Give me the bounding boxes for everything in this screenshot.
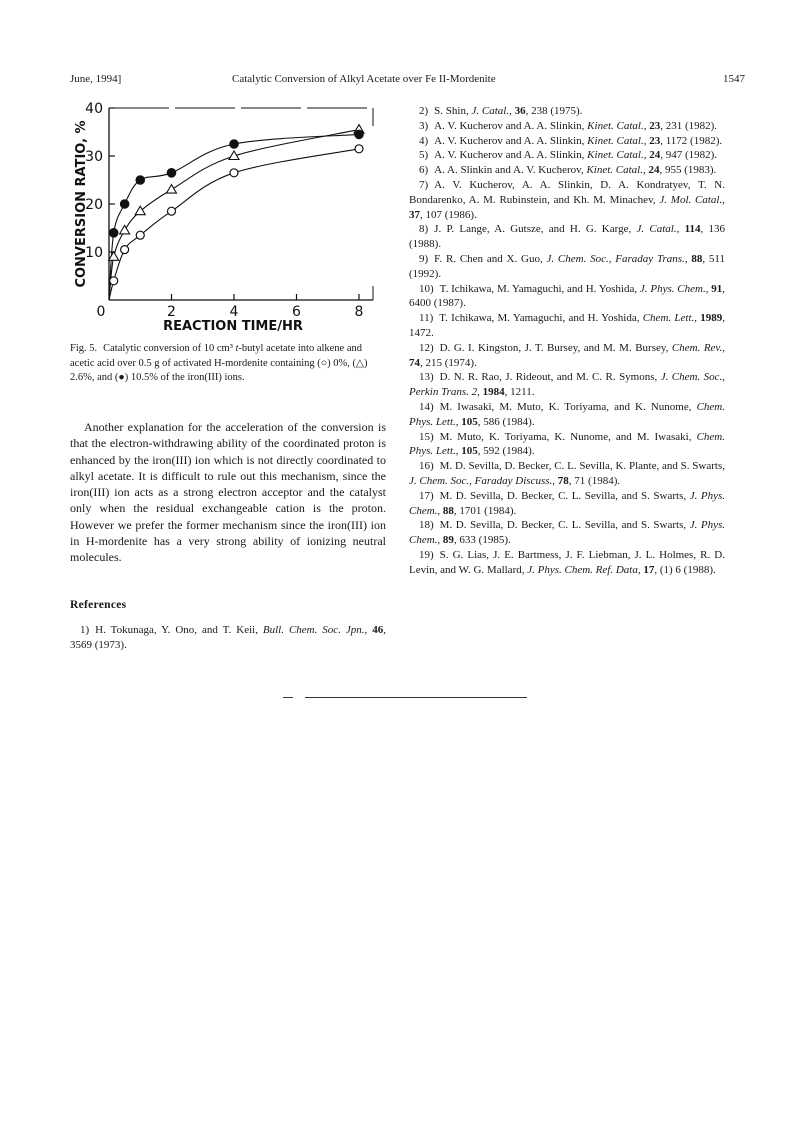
reference-vol: 23 xyxy=(649,119,661,132)
reference-n: 1) xyxy=(80,624,90,636)
reference-item xyxy=(409,400,725,430)
reference-sep: , xyxy=(676,223,685,236)
reference-journal: Chem. Phys. Lett. xyxy=(409,430,725,458)
data-point-filled-circle xyxy=(120,200,129,209)
reference-journal: Kinet. Catal. xyxy=(587,119,644,132)
reference-authors: A. V. Kucherov and A. A. Slinkin, xyxy=(434,134,588,147)
caption-text-2: -butyl acetate into alkene and acetic acid over 0.5 g of activated H-mordenite containing (○) 0%, (△) 2.6%, and (●) 10.5% of the iron(III) ions. xyxy=(70,343,368,383)
reference-item xyxy=(409,178,725,222)
x-tick-label: 2 xyxy=(167,304,176,320)
reference-n: 17) xyxy=(419,489,434,502)
reference-sep: , xyxy=(455,415,462,428)
reference-vol: 23 xyxy=(649,134,661,147)
data-point-filled-circle xyxy=(109,229,118,238)
caption-text-1: Catalytic conversion of 10 cm³ xyxy=(103,343,236,354)
reference-sep: , xyxy=(437,534,443,547)
reference-sep: , xyxy=(643,149,650,162)
reference-vol: 88 xyxy=(691,252,703,265)
reference-authors: A. A. Slinkin and A. V. Kucherov, xyxy=(434,164,587,177)
data-point-open-triangle xyxy=(167,185,177,194)
footer-dash xyxy=(283,697,293,698)
reference-authors: T. Ichikawa, M. Yamaguchi, and H. Yoshida, xyxy=(439,312,643,325)
reference-sep: , xyxy=(722,193,725,206)
reference-journal: J. Catal. xyxy=(471,105,510,117)
reference-vol: 24 xyxy=(648,164,660,177)
reference-item xyxy=(409,430,725,460)
reference-journal: J. Mol. Catal. xyxy=(659,193,723,206)
reference-sep: , xyxy=(437,504,443,517)
x-tick-label: 4 xyxy=(229,304,239,320)
reference-n: 4) xyxy=(419,134,429,147)
reference-rest: , 107 (1986). xyxy=(420,208,477,221)
reference-vol: 1984 xyxy=(482,386,505,399)
reference-journal: J. Chem. Soc., Faraday Discuss. xyxy=(409,474,553,487)
reference-authors: S. Shin, xyxy=(434,105,472,117)
reference-rest: , 71 (1984). xyxy=(568,474,621,487)
reference-journal: Chem. Phys. Lett. xyxy=(409,400,725,428)
reference-rest: , 1172 (1982). xyxy=(660,134,723,147)
data-point-filled-circle xyxy=(230,140,239,149)
references-list-right xyxy=(409,104,725,578)
reference-authors: T. Ichikawa, M. Yamaguchi, and H. Yoshida, xyxy=(439,282,640,295)
reference-vol: 89 xyxy=(442,534,454,547)
y-tick-label: 40 xyxy=(85,101,103,117)
reference-item xyxy=(409,282,725,312)
reference-journal: Bull. Chem. Soc. Jpn. xyxy=(262,624,365,636)
x-tick-label: 0 xyxy=(96,304,106,320)
reference-authors: A. V. Kucherov and A. A. Slinkin, xyxy=(434,119,588,132)
reference-item xyxy=(409,252,725,282)
reference-sep: , xyxy=(509,105,515,117)
running-header-left: June, 1994] xyxy=(70,73,122,85)
reference-authors: D. N. R. Rao, J. Rideout, and M. C. R. Symons, xyxy=(439,371,661,384)
reference-vol: 24 xyxy=(649,149,661,162)
x-axis-label: REACTION TIME/HR xyxy=(163,319,303,334)
reference-sep: , xyxy=(705,282,712,295)
reference-n: 18) xyxy=(419,519,434,532)
data-point-open-circle xyxy=(110,277,118,285)
reference-n: 15) xyxy=(419,430,434,443)
reference-rest: , 586 (1984). xyxy=(477,415,535,428)
reference-item xyxy=(409,148,725,163)
reference-rest: , 3569 (1973). xyxy=(70,624,386,651)
reference-item xyxy=(409,311,725,341)
data-point-open-triangle xyxy=(135,206,145,215)
reference-n: 5) xyxy=(419,149,429,162)
reference-journal: Chem. Rev. xyxy=(671,341,723,354)
reference-vol: 46 xyxy=(372,624,384,636)
reference-authors: F. R. Chen and X. Guo, xyxy=(434,252,547,265)
reference-item xyxy=(409,489,725,519)
reference-journal: J. Chem. Soc., Perkin Trans. 2 xyxy=(409,371,725,399)
reference-journal: J. Phys. Chem. Ref. Data xyxy=(527,563,638,576)
reference-rest: , 633 (1985). xyxy=(453,534,511,547)
x-tick-label: 6 xyxy=(292,304,301,320)
reference-n: 16) xyxy=(419,460,434,473)
reference-vol: 78 xyxy=(557,474,569,487)
reference-n: 3) xyxy=(419,119,429,132)
reference-rest: , 1701 (1984). xyxy=(453,504,517,517)
reference-rest: , 136 (1988). xyxy=(409,223,725,251)
reference-authors: M. D. Sevilla, D. Becker, C. L. Sevilla, and S. Swarts, xyxy=(439,519,690,532)
reference-sep: , xyxy=(722,341,725,354)
reference-n: 12) xyxy=(419,341,434,354)
references-heading: References xyxy=(70,599,127,611)
reference-authors: M. D. Sevilla, D. Becker, C. L. Sevilla, K. Plante, and S. Swarts, xyxy=(439,460,725,473)
data-point-open-triangle xyxy=(109,252,119,260)
reference-vol: 105 xyxy=(461,415,478,428)
reference-sep: , xyxy=(643,134,650,147)
reference-authors: H. Tokunaga, Y. Ono, and T. Keii, xyxy=(95,624,263,636)
reference-rest: , 511 (1992). xyxy=(409,252,725,280)
reference-journal: J. Phys. Chem. xyxy=(409,519,726,547)
reference-n: 19) xyxy=(419,548,434,561)
reference-sep: , xyxy=(637,563,644,576)
reference-item xyxy=(409,104,725,119)
y-tick-label: 20 xyxy=(85,197,103,213)
footer-rule xyxy=(305,697,527,698)
data-point-open-circle xyxy=(355,145,363,153)
figure-caption xyxy=(70,342,375,386)
reference-n: 11) xyxy=(419,312,434,325)
reference-n: 6) xyxy=(419,164,429,177)
reference-sep: , xyxy=(364,624,373,636)
reference-item xyxy=(409,222,725,252)
data-point-open-circle xyxy=(230,169,238,177)
reference-item xyxy=(409,163,725,178)
data-point-open-circle xyxy=(121,246,129,254)
data-point-open-circle xyxy=(168,207,176,215)
reference-journal: Kinet. Catal. xyxy=(587,149,644,162)
reference-item xyxy=(409,370,725,400)
data-point-filled-circle xyxy=(136,176,145,185)
reference-authors: M. Iwasaki, M. Muto, K. Toriyama, and K. Nunome, xyxy=(439,400,697,413)
reference-journal: J. Catal. xyxy=(636,223,677,236)
reference-item xyxy=(409,459,725,489)
reference-vol: 37 xyxy=(409,208,420,221)
reference-authors: S. G. Lias, J. E. Bartmess, J. F. Liebman, J. L. Holmes, R. D. Levin, and W. G. Mallard, xyxy=(409,548,725,576)
reference-rest: , (1) 6 (1988). xyxy=(654,563,716,576)
reference-item xyxy=(409,548,725,578)
data-point-filled-circle xyxy=(167,169,176,178)
body-paragraph: Another explanation for the acceleration of the conversion is that the electron-withdrawing ability of the coordinated proton is enhanced by the iron(III) ion which is not directly coordinated to alkyl acetate. It is difficult to rule out this mechanism, since the iron(III) ion acts as a strong electron acceptor and the catalyst only when the residual exchangeable cation is the proton. However we prefer the former mechanism since the iron(III) ion in H-mordenite has a very strong ability of ionizing neutral molecules. xyxy=(70,420,386,565)
reference-item xyxy=(409,341,725,371)
reference-rest: , 231 (1982). xyxy=(660,119,718,132)
reference-sep: , xyxy=(642,164,649,177)
reference-authors: A. V. Kucherov and A. A. Slinkin, xyxy=(434,149,588,162)
running-header-title: Catalytic Conversion of Alkyl Acetate over Fe II-Mordenite xyxy=(232,73,496,85)
reference-journal: Chem. Lett. xyxy=(642,312,695,325)
reference-authors: M. D. Sevilla, D. Becker, C. L. Sevilla, and S. Swarts, xyxy=(439,489,690,502)
y-tick-label: 10 xyxy=(85,245,103,261)
reference-n: 7) xyxy=(419,178,429,191)
reference-n: 13) xyxy=(419,371,434,384)
reference-n: 2) xyxy=(419,105,429,117)
reference-rest: , 955 (1983). xyxy=(659,164,717,177)
reference-rest: , 1472. xyxy=(409,312,726,339)
reference-vol: 17 xyxy=(643,563,655,576)
reference-vol: 91 xyxy=(711,282,723,295)
reference-n: 10) xyxy=(419,282,434,295)
reference-n: 9) xyxy=(419,252,429,265)
reference-sep: , xyxy=(477,386,483,399)
reference-item xyxy=(409,134,725,149)
y-tick-label: 30 xyxy=(85,149,103,165)
reference-rest: , 238 (1975). xyxy=(525,105,583,117)
reference-rest: , 215 (1974). xyxy=(420,356,477,369)
reference-vol: 74 xyxy=(409,356,420,369)
reference-authors: D. G. I. Kingston, J. T. Bursey, and M. M. Bursey, xyxy=(439,341,672,354)
reference-item xyxy=(409,518,725,548)
reference-sep: , xyxy=(684,252,692,265)
caption-italic-t: t xyxy=(235,343,239,354)
conversion-chart xyxy=(66,96,386,341)
data-point-open-circle xyxy=(136,231,144,239)
reference-rest: , 6400 (1987). xyxy=(409,282,725,310)
x-tick-label: 8 xyxy=(354,304,364,320)
reference-vol: 1989 xyxy=(700,312,723,325)
y-axis-label: CONVERSION RATIO, % xyxy=(74,120,89,288)
reference-journal: J. Chem. Soc., Faraday Trans. xyxy=(546,252,685,265)
reference-n: 14) xyxy=(419,400,434,413)
reference-rest: , 947 (1982). xyxy=(660,149,718,162)
reference-rest: , 1211. xyxy=(504,386,535,399)
reference-rest: , 592 (1984). xyxy=(477,445,535,458)
reference-vol: 105 xyxy=(461,445,478,458)
reference-authors: M. Muto, K. Toriyama, K. Nunome, and M. Iwasaki, xyxy=(439,430,697,443)
data-point-filled-circle xyxy=(355,130,364,139)
reference-authors: A. V. Kucherov, A. A. Slinkin, D. A. Kondratyev, T. N. Bondarenko, A. M. Rubinstein, and Kh. M. Minachev, xyxy=(409,178,725,206)
reference-n: 8) xyxy=(419,223,429,236)
reference-sep: , xyxy=(455,445,462,458)
data-point-open-triangle xyxy=(120,225,130,234)
reference-journal: Kinet. Catal. xyxy=(586,164,643,177)
reference-item xyxy=(409,119,725,134)
reference-vol: 114 xyxy=(684,223,701,236)
reference-sep: , xyxy=(643,119,650,132)
references-list-left xyxy=(70,623,386,653)
page-number: 1547 xyxy=(723,73,745,85)
reference-sep: , xyxy=(694,312,701,325)
reference-sep: , xyxy=(552,474,558,487)
reference-journal: J. Phys. Chem. xyxy=(409,489,726,517)
reference-vol: 88 xyxy=(442,504,454,517)
figure-label: Fig. 5. xyxy=(70,343,98,354)
reference-journal: J. Phys. Chem. xyxy=(639,282,706,295)
reference-authors: J. P. Lange, A. Gutsze, and H. G. Karge, xyxy=(434,223,637,236)
reference-journal: Kinet. Catal. xyxy=(587,134,644,147)
reference-item xyxy=(70,623,386,653)
reference-vol: 36 xyxy=(514,105,526,117)
